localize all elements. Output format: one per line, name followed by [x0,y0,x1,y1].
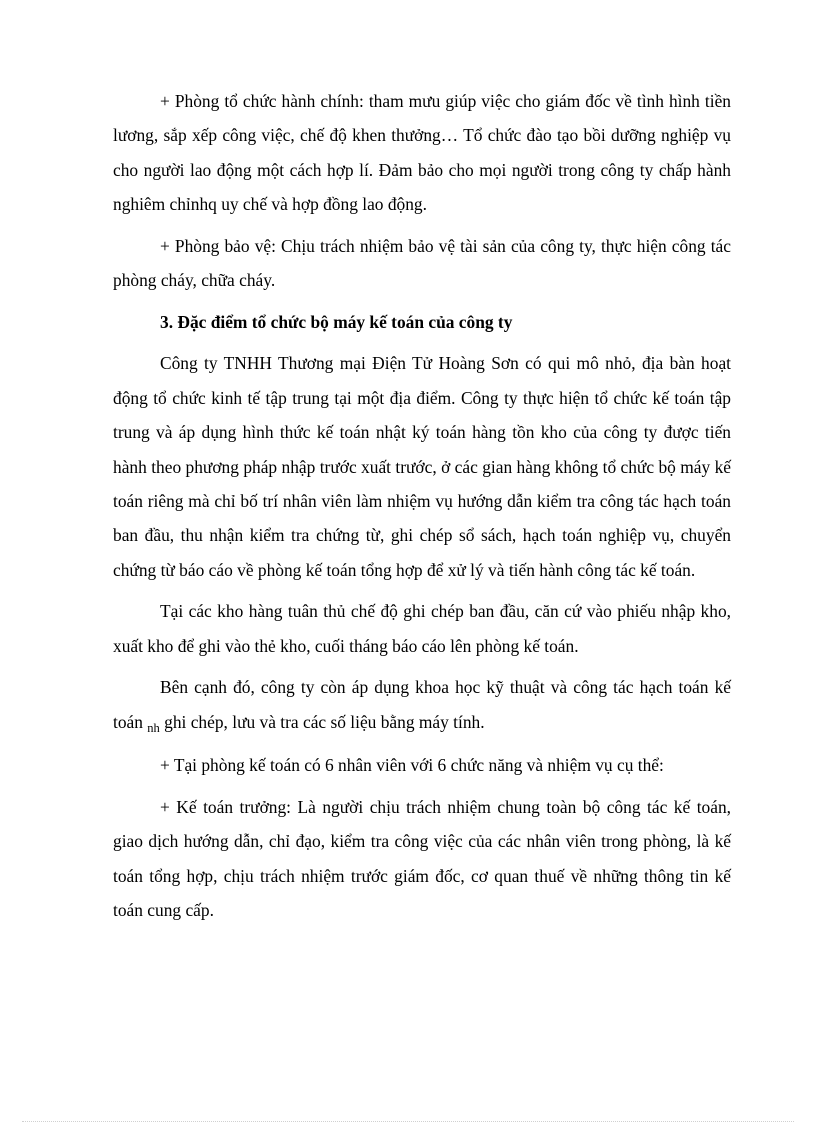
technology-text-before: Bên cạnh đó, công ty còn áp dụng khoa học kỹ thuật và công tác hạch toán kế toán [113,677,731,732]
paragraph-security-department: + Phòng bảo vệ: Chịu trách nhiệm bảo vệ tài sản của công ty, thực hiện công tác phòng cháy, chữa cháy. [113,235,731,291]
page-bottom-divider [22,1121,794,1122]
section-heading: 3. Đặc điểm tổ chức bộ máy kế toán của công ty [160,311,513,332]
technology-text-after: ghi chép, lưu và tra các số liệu bằng máy tính. [159,711,485,732]
paragraph-warehouse: Tại các kho hàng tuân thủ chế độ ghi chép ban đầu, căn cứ vào phiếu nhập kho, xuất kho để ghi vào thẻ kho, cuối tháng báo cáo lên phòng kế toán. [113,601,731,656]
paragraph-technology [113,670,731,741]
paragraph-accounting-staff: + Tại phòng kế toán có 6 nhân viên với 6 chức năng và nhiệm vụ cụ thể: [160,755,664,776]
technology-subscript-text: nh [147,720,160,735]
paragraph-admin-department: + Phòng tổ chức hành chính: tham mưu giúp việc cho giám đốc về tình hình tiền lương, sắp xếp công việc, chế độ khen thưởng… Tổ chức đào tạo bồi dưỡng nghiệp vụ cho người lao động một cách hợp lí. Đảm bảo cho mọi người trong công ty chấp hành nghiêm chỉnhq uy chế và hợp đồng lao động. [113,91,731,215]
document-body [113,84,731,935]
paragraph-company-overview: Công ty TNHH Thương mại Điện Tử Hoàng Sơn có qui mô nhỏ, địa bàn hoạt động tổ chức kinh tế tập trung tại một địa điểm. Công ty thực hiện tổ chức kế toán tập trung và áp dụng hình thức kế toán nhật ký toán hàng tồn kho của công ty được tiến hành theo phương pháp nhập trước xuất trước, ở các gian hàng không tổ chức bộ máy kế toán riêng mà chỉ bố trí nhân viên làm nhiệm vụ hướng dẫn kiểm tra công tác hạch toán ban đầu, thu nhận kiểm tra chứng từ, ghi chép sổ sách, hạch toán nghiệp vụ, chuyển chứng từ báo cáo về phòng kế toán tổng hợp để xử lý và tiến hành công tác kế toán. [113,353,731,580]
paragraph-chief-accountant: + Kế toán trưởng: Là người chịu trách nhiệm chung toàn bộ công tác kế toán, giao dịch hướng dẫn, chỉ đạo, kiểm tra công việc của các nhân viên trong phòng, là kế toán tổng hợp, chịu trách nhiệm trước giám đốc, cơ quan thuế về những thông tin kế toán cung cấp. [113,797,731,921]
